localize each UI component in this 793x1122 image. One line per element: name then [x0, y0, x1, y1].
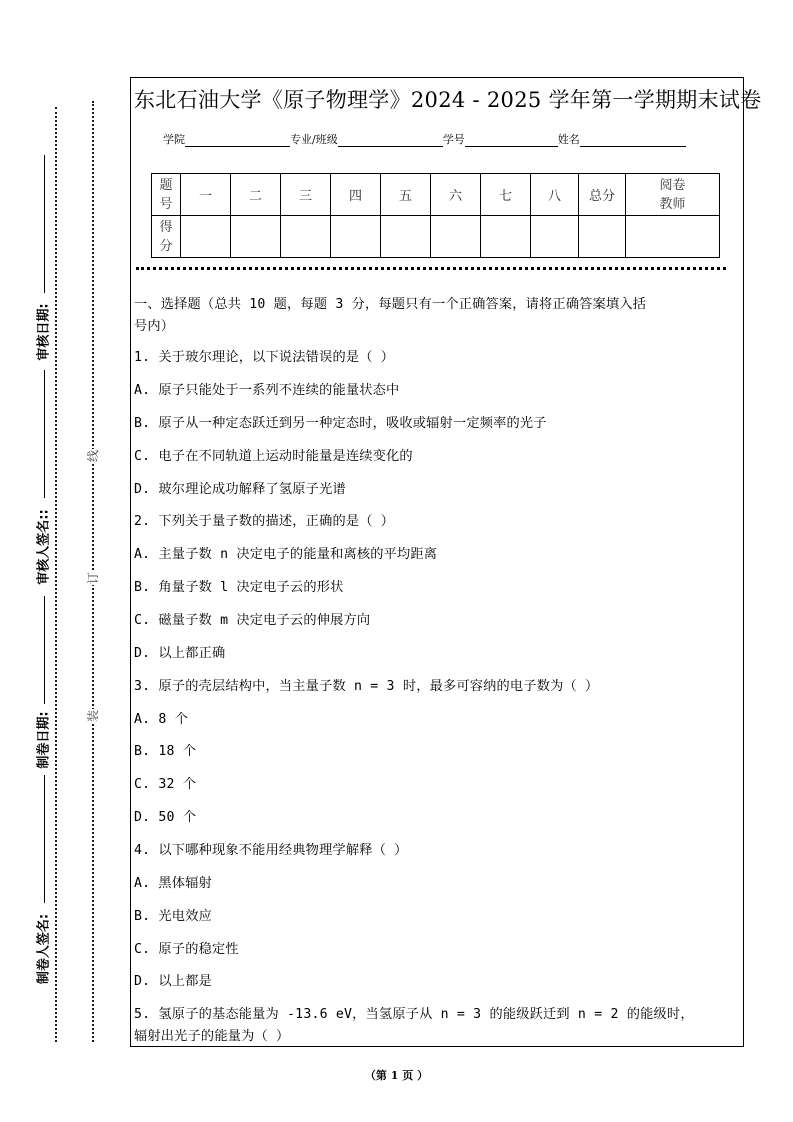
question-4-stem: 4. 以下哪种现象不能用经典物理学解释（ ） — [134, 843, 408, 858]
score-cell-6[interactable] — [431, 216, 481, 258]
binding-char-staple: 订 — [85, 571, 100, 585]
score-cell-1[interactable] — [181, 216, 231, 258]
score-table — [151, 173, 720, 258]
question-3-option-c: C. 32 个 — [134, 777, 197, 792]
student-info-row — [163, 131, 686, 147]
score-cell-3[interactable] — [281, 216, 331, 258]
question-1-option-c: C. 电子在不同轨道上运动时能量是连续变化的 — [134, 449, 413, 464]
section-heading: 一、选择题（总共 10 题，每题 3 分，每题只有一个正确答案，请将正确答案填入括 — [134, 297, 647, 312]
col-header-2: 二 — [231, 174, 281, 216]
question-number-row — [152, 174, 720, 216]
question-4-option-c: C. 原子的稳定性 — [134, 942, 239, 957]
score-cell-7[interactable] — [481, 216, 531, 258]
section-heading-cont: 号内） — [134, 319, 175, 334]
major-class-field[interactable] — [338, 132, 443, 147]
question-5-stem-cont: 辐射出光子的能量为（ ） — [134, 1029, 290, 1044]
question-2-option-c: C. 磁量子数 m 决定电子云的伸展方向 — [134, 613, 371, 628]
question-number-header: 题 号 — [152, 174, 181, 216]
dotted-separator — [136, 267, 726, 270]
score-cell-total[interactable] — [579, 216, 626, 258]
question-2-stem: 2. 下列关于量子数的描述，正确的是（ ） — [134, 514, 395, 529]
college-label: 学院 — [163, 133, 185, 146]
question-1-option-a: A. 原子只能处于一系列不连续的能量状态中 — [134, 383, 400, 398]
col-header-6: 六 — [431, 174, 481, 216]
question-2-option-a: A. 主量子数 n 决定电子的能量和离核的平均距离 — [134, 547, 438, 562]
score-cell-8[interactable] — [531, 216, 579, 258]
question-5-stem: 5. 氢原子的基态能量为 -13.6 eV，当氢原子从 n = 3 的能级跃迁到 n = 2 的能级时， — [134, 1007, 694, 1022]
signature-line — [44, 775, 45, 903]
col-header-1: 一 — [181, 174, 231, 216]
col-header-5: 五 — [381, 174, 431, 216]
score-cell-5[interactable] — [381, 216, 431, 258]
signature-line — [44, 596, 45, 704]
col-header-4: 四 — [331, 174, 381, 216]
page-number: （第 1 页 ） — [364, 1069, 429, 1082]
question-3-option-b: B. 18 个 — [134, 744, 197, 759]
question-2-option-d: D. 以上都正确 — [134, 646, 226, 661]
question-1-option-d: D. 玻尔理论成功解释了氢原子光谱 — [134, 482, 346, 497]
col-header-3: 三 — [281, 174, 331, 216]
reviewer-signature-label: 审核人签名:: — [36, 508, 52, 585]
question-3-option-a: A. 8 个 — [134, 712, 189, 727]
col-header-reviewer: 阅卷 教师 — [626, 174, 720, 216]
dotted-binding-line — [55, 107, 57, 1042]
question-1-stem: 1. 关于玻尔理论，以下说法错误的是（ ） — [134, 350, 395, 365]
col-header-8: 八 — [531, 174, 579, 216]
exam-maker-signature-label: 制卷人签名: — [36, 913, 52, 984]
col-header-7: 七 — [481, 174, 531, 216]
score-row-header: 得 分 — [152, 216, 181, 258]
question-4-option-b: B. 光电效应 — [134, 909, 212, 924]
question-4-option-a: A. 黑体辐射 — [134, 876, 212, 891]
question-3-option-d: D. 50 个 — [134, 810, 197, 825]
signature-line — [44, 155, 45, 293]
exam-date-label: 制卷日期: — [36, 710, 52, 769]
question-4-option-d: D. 以上都是 — [134, 974, 212, 989]
name-label: 姓名 — [557, 133, 580, 146]
student-id-label: 学号 — [442, 133, 465, 146]
review-date-label: 审核日期: — [36, 302, 52, 361]
name-field[interactable] — [580, 132, 686, 147]
exam-title: 东北石油大学《原子物理学》2024 - 2025 学年第一学期期末试卷 — [134, 88, 762, 112]
college-field[interactable] — [185, 132, 290, 147]
score-cell-2[interactable] — [231, 216, 281, 258]
question-1-option-b: B. 原子从一种定态跃迁到另一种定态时，吸收或辐射一定频率的光子 — [134, 416, 547, 431]
col-header-total: 总分 — [579, 174, 626, 216]
score-cell-reviewer[interactable] — [626, 216, 720, 258]
major-class-label: 专业/班级 — [290, 133, 338, 146]
student-id-field[interactable] — [465, 132, 558, 147]
question-3-stem: 3. 原子的壳层结构中，当主量子数 n = 3 时，最多可容纳的电子数为（ ） — [134, 679, 599, 694]
question-2-option-b: B. 角量子数 l 决定电子云的形状 — [134, 580, 344, 595]
signature-line — [44, 370, 45, 498]
score-cell-4[interactable] — [331, 216, 381, 258]
score-row — [152, 216, 720, 258]
binding-char-bind: 装 — [85, 709, 100, 723]
binding-char-line: 线 — [85, 449, 100, 463]
